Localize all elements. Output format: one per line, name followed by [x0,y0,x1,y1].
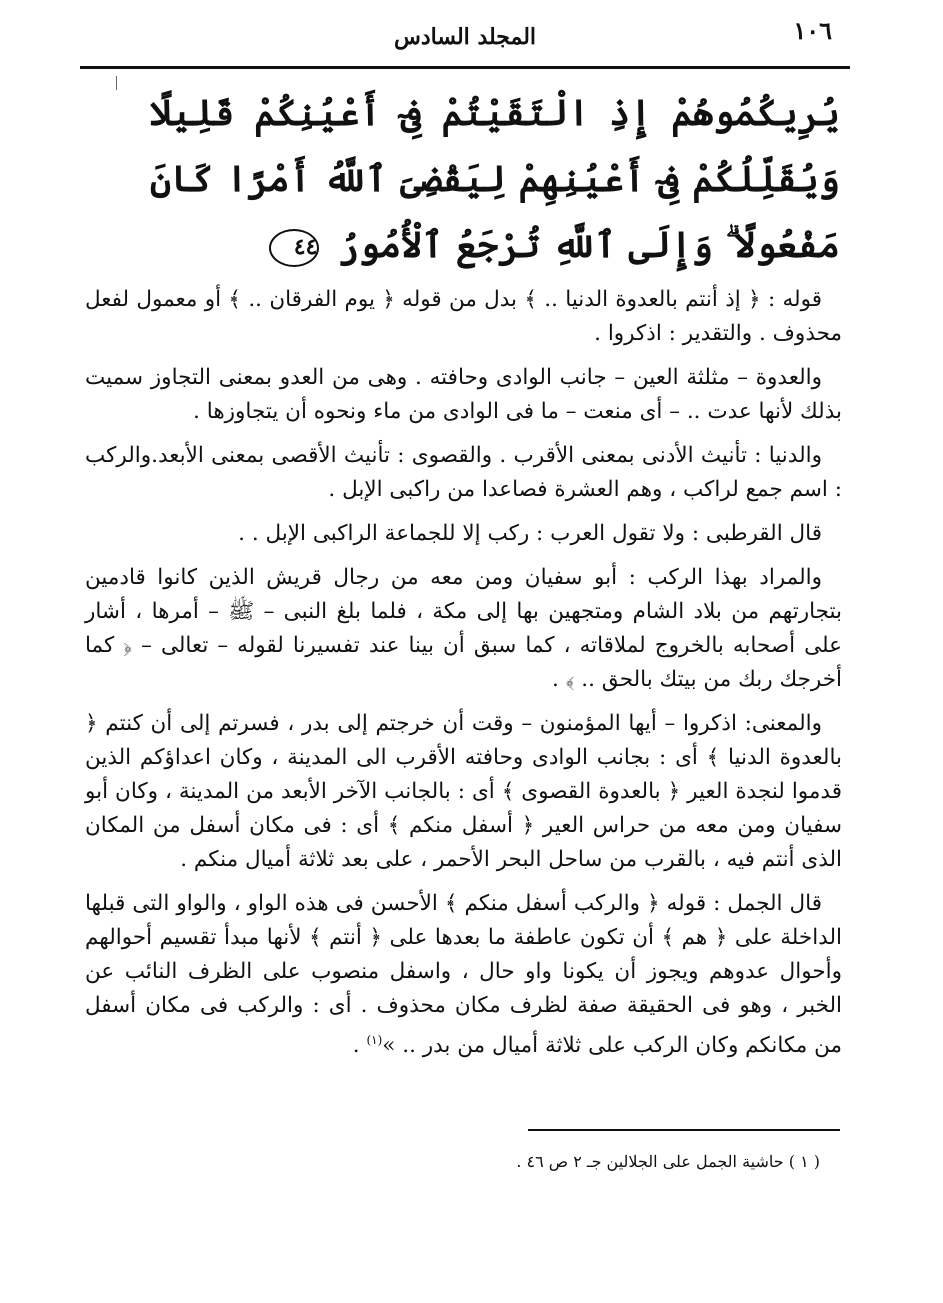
footnote-divider [528,1129,840,1131]
verse-number-marker: ٤٤ [269,229,319,267]
verse-text: يُرِيكُمُوهُمْ إِذِ الْتَقَيْتُمْ فِىٓ أَعْيُنِكُمْ قَلِيلًا وَيُقَلِّلُكُمْ فِىٓ أَعْيُنِهِمْ لِيَقْضِىَ ٱللَّهُ أَمْرًا كَانَ مَفْعُولًا ۗ وَإِلَى ٱللَّهِ تُرْجَعُ ٱلْأُمُورُ [150,92,840,266]
paragraph-5: والمراد بهذا الركب : أبو سفيان ومن معه من رجال قريش الذين كانوا قادمين بتجارتهم من بلاد الشام ومتجهين بها إلى مكة ، فلما بلغ النبى – ﷺ – أمرها ، أشار على أصحابه بالخروج لملاقاته ، كما سبق أن بينا عند تفسيرنا لقوله – تعالى – ﴿ كما أخرجك ربك من بيتك بالحق .. ﴾ . [85,565,842,692]
page-number: ١٠٦ [793,16,832,45]
commentary-body [85,283,842,1073]
margin-mark [116,76,117,90]
paragraph-2: والعدوة – مثلثة العين – جانب الوادى وحافته . وهى من العدو بمعنى التجاوز سميت بذلك لأنها عدت .. – أى منعت – ما فى الوادى من ماء ونحوه أن يتجاوزها . [85,365,842,424]
paragraph-1: قوله : ﴿ إذ أنتم بالعدوة الدنيا .. ﴾ بدل من قوله ﴿ يوم الفرقان .. ﴾ أو معمول لفعل محذوف . والتقدير : اذكروا . [85,287,842,346]
paragraph-3: والدنيا : تأنيث الأدنى بمعنى الأقرب . والقصوى : تأنيث الأقصى بمعنى الأبعد.والركب : اسم جمع لراكب ، وهم العشرة فصاعدا من راكبى الإبل . [85,443,842,502]
footnote-reference: (١) [366,1033,383,1047]
paragraph-7 [85,887,842,1063]
paragraph-6: والمعنى: اذكروا – أيها المؤمنون – وقت أن خرجتم إلى بدر ، فسرتم إلى أن كنتم ﴿ بالعدوة الدنيا ﴾ أى : بجانب الوادى وحافته الأقرب الى المدينة ، وكان اعداؤكم الذين قدموا لنجدة العير ﴿ بالعدوة القصوى ﴾ أى : بالجانب الآخر الأبعد من المدينة ، وكان أبو سفيان ومن معه من حراس العير ﴿ أسفل منكم ﴾ أى : فى مكان أسفل من المكان الذى أنتم فيه ، بالقرب من ساحل البحر الأحمر ، على بعد ثلاثة أميال منكم . [85,711,842,872]
quran-verse [150,80,840,278]
paragraph-4: قال القرطبى : ولا تقول العرب : ركب إلا للجماعة الراكبى الإبل . . [238,521,822,546]
header-divider [80,66,850,69]
paragraph-7-end: . [352,1033,367,1059]
paragraph-7-text: قال الجمل : قوله ﴿ والركب أسفل منكم ﴾ الأحسن فى هذه الواو ، والواو التى قبلها الداخلة على ﴿ هم ﴾ أن تكون عاطفة ما بعدها على ﴿ أنتم ﴾ لأنها مبدأ تقسيم أحوالهم وأحوال عدوهم ويجوز أن يكونا واو حال ، واسفل منصوب على الظرف النائب عن الخبر ، وهو فى الحقيقة صفة لظرف مكان محذوف . أى : والركب فى مكان أسفل من مكانكم وكان الركب على ثلاثة أميال من بدر .. » [85,891,842,1059]
page-header [80,16,850,64]
volume-title: المجلد السادس [393,24,537,50]
footnote: ( ١ ) حاشية الجمل على الجلالين جـ ٢ ص ٤٦ . [516,1152,820,1171]
